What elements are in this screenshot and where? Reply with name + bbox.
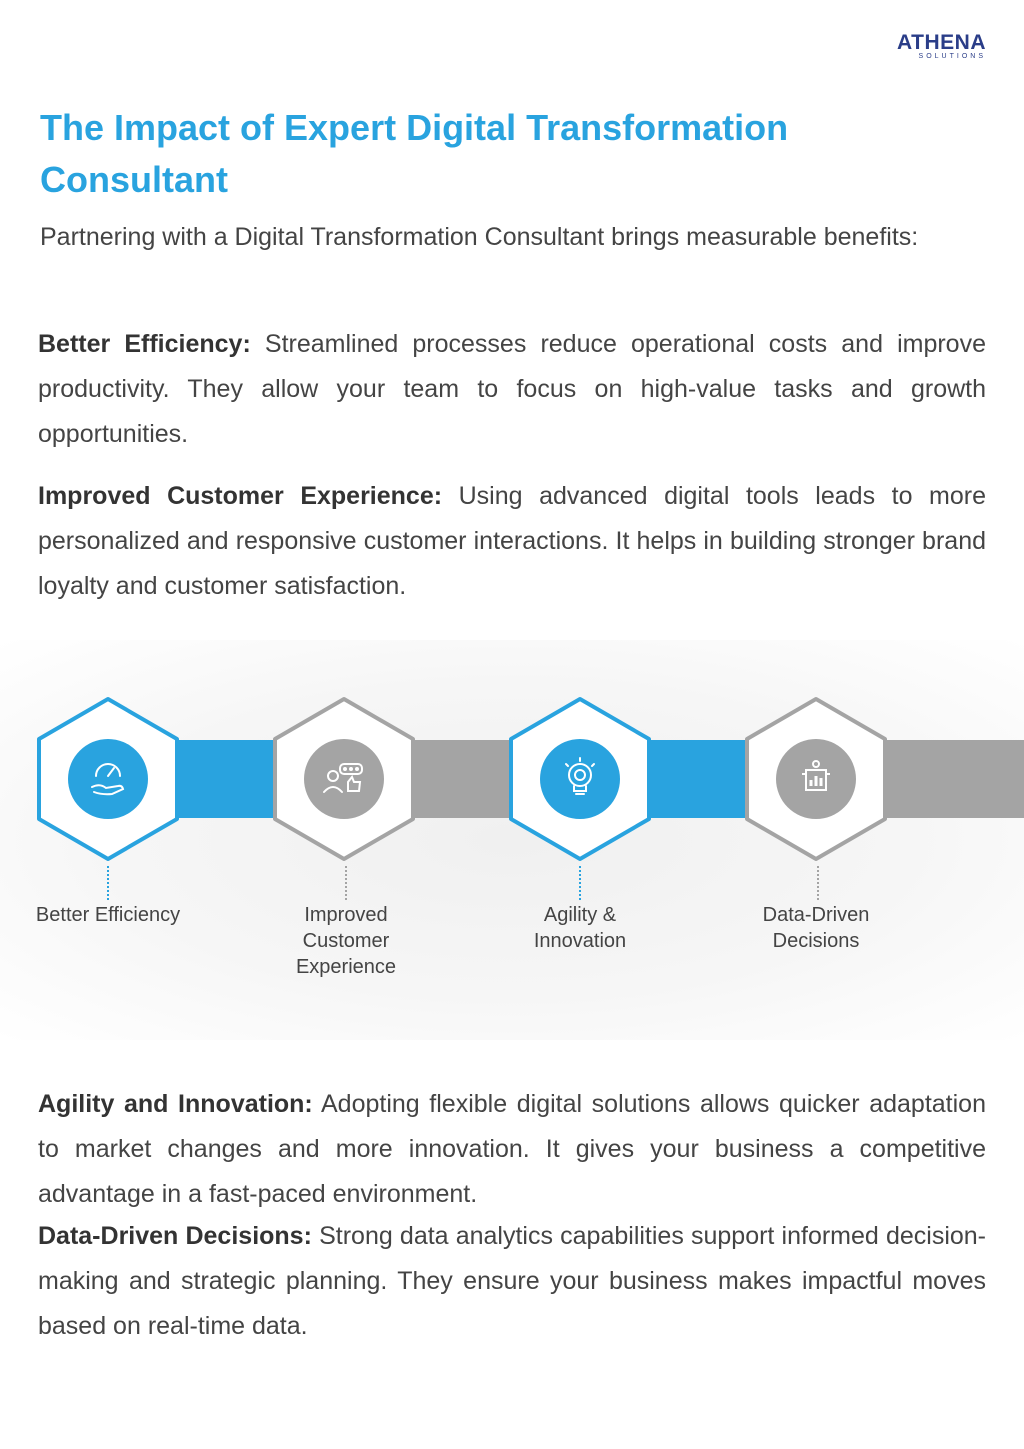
benefits-infographic bbox=[0, 640, 1024, 1040]
step-label-customer-experience: Improved Customer Experience bbox=[295, 904, 397, 978]
section-heading: Data-Driven Decisions: bbox=[38, 1222, 312, 1250]
connector-bar bbox=[880, 740, 1024, 818]
hexagon-step-4 bbox=[740, 694, 892, 864]
section-text: Streamlined processes reduce operational costs and improve productivity. They allow your team to focus on high-value tasks and growth opportunities. bbox=[38, 330, 986, 448]
step-label-better-efficiency: Better Efficiency bbox=[35, 904, 181, 926]
logo-tagline: SOLUTIONS bbox=[918, 53, 986, 60]
section-heading: Better Efficiency: bbox=[38, 330, 251, 358]
section-customer-experience bbox=[38, 474, 986, 609]
section-better-efficiency bbox=[38, 322, 986, 457]
step-label-agility-innovation: Agility & Innovation bbox=[533, 904, 627, 952]
hexagon-step-3 bbox=[504, 694, 656, 864]
section-data-driven bbox=[38, 1214, 986, 1349]
step-label-data-driven: Data-Driven Decisions bbox=[762, 904, 870, 952]
hexagon-step-2 bbox=[268, 694, 420, 864]
logo-name: ATHENA bbox=[897, 31, 986, 54]
section-text: Adopting flexible digital solutions allows quicker adaptation to market changes and more innovation. It gives your business a competitive advantage in a fast-paced environment. bbox=[38, 1090, 986, 1208]
dotted-connector bbox=[107, 866, 109, 900]
connector-bar bbox=[410, 740, 515, 818]
page-title: The Impact of Expert Digital Transformation Consultant bbox=[40, 107, 789, 200]
brand-logo bbox=[897, 32, 986, 60]
intro-text: Partnering with a Digital Transformation Consultant brings measurable benefits: bbox=[40, 223, 919, 251]
dotted-connector bbox=[345, 866, 347, 900]
connector-bar bbox=[175, 740, 280, 818]
hexagon-step-1 bbox=[32, 694, 184, 864]
section-text: Using advanced digital tools leads to more personalized and responsive customer interactions. It helps in building stronger brand loyalty and customer satisfaction. bbox=[38, 482, 986, 600]
dotted-connector bbox=[817, 866, 819, 900]
section-text: Strong data analytics capabilities support informed decision-making and strategic planning. They ensure your business makes impactful moves based on real-time data. bbox=[38, 1222, 987, 1340]
section-heading: Agility and Innovation: bbox=[38, 1090, 313, 1118]
section-agility-innovation bbox=[38, 1082, 986, 1217]
section-heading: Improved Customer Experience: bbox=[38, 482, 443, 510]
connector-bar bbox=[645, 740, 750, 818]
dotted-connector bbox=[579, 866, 581, 900]
